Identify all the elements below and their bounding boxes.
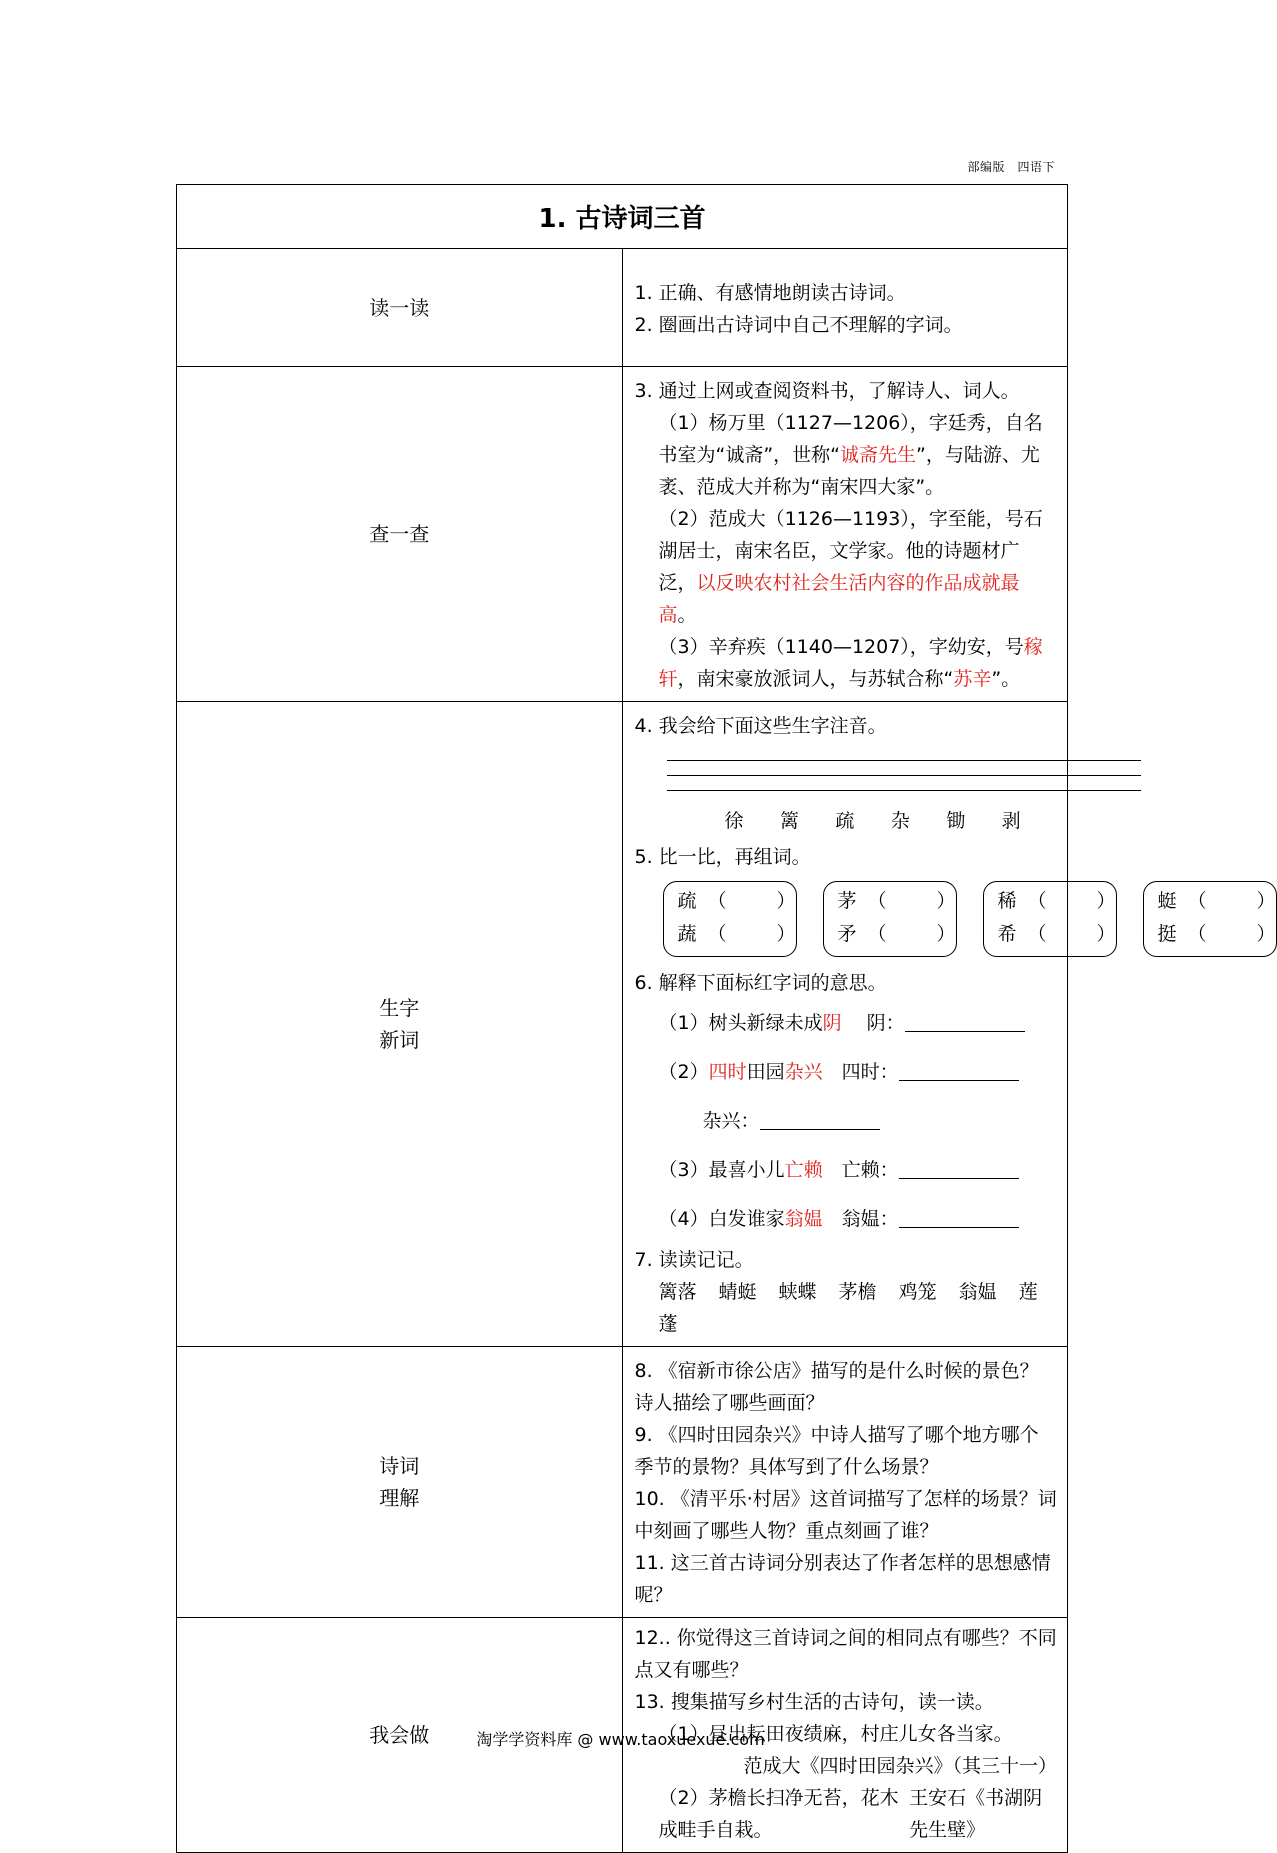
char: 徐 [724,810,744,832]
section-label-check: 查一查 [177,367,623,702]
explain-4: （4）白发谁家翁媪 翁媪： [635,1195,1058,1244]
verse-1-source: 范成大《四时田园杂兴》（其三十一） [743,1755,1057,1777]
explain-3: （3）最喜小儿亡赖 亡赖： [635,1146,1058,1195]
char: 篱 [779,810,799,832]
compare-box: 稀 （ ） 希 （ ） [983,881,1117,957]
q6: 6. 解释下面标红字词的意思。 [634,972,887,994]
read-item: 2. 圈画出古诗词中自己不理解的字词。 [634,314,963,336]
section-vocab [622,702,1276,1347]
title-cell [177,185,1068,249]
poem-item: 8. 《宿新市徐公店》描写的是什么时候的景色？诗人描绘了哪些画面？ [634,1360,1039,1414]
q7: 7. 读读记记。 [634,1249,754,1271]
worksheet-table [176,184,1276,1853]
verse-2: （2）茅檐长扫净无苔，花木成畦手自栽。 王安石《书湖阴先生壁》 [635,1782,1058,1846]
section-label-vocab: 生字 新词 [177,702,623,1347]
char: 杂 [890,810,910,832]
section-poem [622,1347,1068,1618]
section-read [622,249,1068,367]
read-item: 1. 正确、有感情地朗读古诗词。 [634,282,906,304]
section-label-do: 我会做 [177,1618,623,1853]
char: 疏 [835,810,855,832]
char-row [725,805,1058,837]
poet-xin: （3）辛弃疾（1140—1207），字幼安，号稼轩，南宋豪放派词人，与苏轼合称“苏辛”。 [658,636,1043,690]
verse-1: （1）昼出耘田夜绩麻，村庄儿女各当家。 [658,1723,1013,1745]
char: 锄 [946,810,966,832]
poem-item: 9. 《四时田园杂兴》中诗人描写了哪个地方哪个季节的景物？具体写到了什么场景？ [634,1424,1039,1478]
footer-watermark: 淘学学资料库 @ www.taoxuexue.com [476,1730,765,1749]
explain-2: （2）四时田园杂兴 四时：杂兴： [635,1048,1058,1146]
compare-box: 茅 （ ） 矛 （ ） [823,881,957,957]
compare-box: 蜓 （ ） 挺 （ ） [1143,881,1277,957]
poem-item: 11. 这三首古诗词分别表达了作者怎样的思想感情呢？ [634,1552,1051,1606]
q13: 13. 搜集描写乡村生活的古诗句，读一读。 [634,1691,994,1713]
check-intro: 3. 通过上网或查阅资料书，了解诗人、词人。 [634,380,1020,402]
poet-yang: （1）杨万里（1127—1206），字廷秀，自名书室为“诚斋”，世称“诚斋先生”，与陆游、尤袤、范成大并称为“南宋四大家”。 [658,412,1043,498]
compare-box: 疏 （ ） 蔬 （ ） [663,881,797,957]
section-check [622,367,1068,702]
section-label-read: 读一读 [177,249,623,367]
verse-2-source: 王安石《书湖阴先生壁》 [909,1787,1043,1841]
q5: 5. 比一比，再组词。 [634,846,811,868]
poem-item: 10. 《清平乐·村居》这首词描写了怎样的场景？词中刻画了哪些人物？重点刻画了谁？ [634,1488,1057,1542]
q12: 12.. 你觉得这三首诗词之间的相同点有哪些？不同点又有哪些？ [634,1627,1057,1681]
page-title: 1. 古诗词三首 [538,204,706,234]
section-label-poem: 诗词 理解 [177,1347,623,1618]
word-list: 篱落 蜻蜓 蛱蝶 茅檐 鸡笼 翁媪 莲蓬 [658,1281,1038,1335]
poet-fan: （2）范成大（1126—1193），字至能，号石湖居士，南宋名臣，文学家。他的诗题材广泛，以反映农村社会生活内容的作品成就最高。 [658,508,1043,626]
pinyin-lines [667,746,1141,791]
char: 剥 [1001,810,1021,832]
edition-note: 部编版 四语下 [967,160,1055,174]
compare-boxes [663,881,1276,957]
q4: 4. 我会给下面这些生字注音。 [634,715,887,737]
explain-1: （1）树头新绿未成阴 阴： [635,999,1058,1048]
